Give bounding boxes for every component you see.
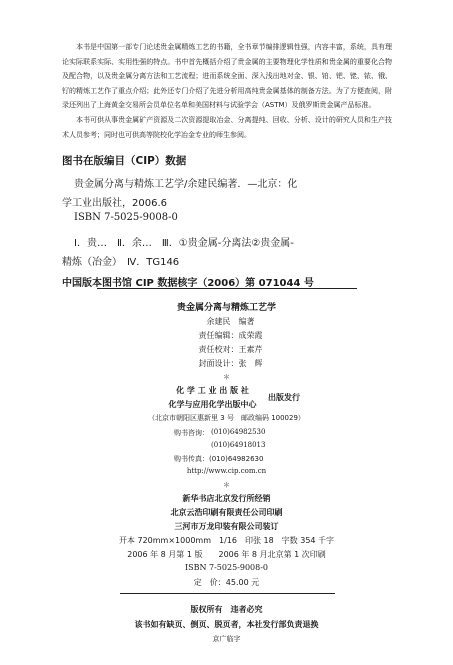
purchase-phone-1: (010)64982530 — [211, 428, 266, 436]
cip-isbn: ISBN 7-5025-9008-0 — [74, 212, 178, 223]
cip-line-5: 精炼（冶金） Ⅳ．TG146 — [62, 257, 180, 268]
purchase-phone-2: (010)64918013 — [211, 441, 266, 449]
book-format: 开本 720mm×1000mm 1/16 印张 18 字数 354 千字 — [118, 536, 335, 545]
publish-and-issue: 出版发行 — [268, 393, 300, 402]
description-paragraph-1: 本书是中国第一部专门论述贵金属精炼工艺的书籍，全书章节编排逻辑性强，内容丰富，系统，具有理论实际联系实际、实用性强的特点。书中首先概括介绍了贵金属的主要物理化学性质和贵金属的重要化合物及配合物，以及贵金属分离方法和工艺流程；进而系统全面、深入浅出地对金、银、铂、钯、铑、铱、锇、钌的精炼工艺作了重点介绍；此外还专门介绍了先进分析用高纯贵金属基体的制备方法。为了方便查阅，附录还列出了上海黄金交易所会员单位名单和美国材料与试验学会（ASTM）及俄罗斯贵金属产品标准。 — [62, 43, 392, 110]
purchase-fax: 购书传真：(010)64982630 — [174, 455, 264, 463]
purchase-inquiry-label: 购书咨询： — [174, 429, 209, 437]
price: 定 价：45.00 元 — [193, 578, 260, 587]
publisher-name: 化 学 工 业 出 版 社 — [176, 386, 249, 395]
distributor: 新华书店北京发行所经销 — [182, 494, 271, 503]
separator-star-2: ＊ — [223, 481, 230, 489]
description-paragraph-2: 本书可供从事贵金属矿产资源及二次资源提取冶金、分离提纯、回收、分析、设计的研究人员和生产技术人员参考；同时也可供高等院校化学冶金专业的师生参阅。 — [62, 115, 392, 139]
advertising-permit: 京广临字 — [212, 635, 241, 643]
author: 余建民 编著 — [206, 317, 255, 326]
printer: 北京云浩印刷有限责任公司印刷 — [170, 508, 283, 517]
cip-line-1: 贵金属分离与精炼工艺学/余建民编著．—北京：化 — [74, 179, 298, 190]
responsible-proofreader: 责任校对：王素芹 — [198, 345, 263, 354]
cip-line-4: Ⅰ．贵… Ⅱ．余… Ⅲ．①贵金属-分离法②贵金属- — [74, 238, 294, 249]
publisher-center: 化学与应用化学出版中心 — [168, 400, 257, 409]
cover-designer: 封面设计：张 辉 — [198, 359, 263, 368]
publisher-address: （北京市朝阳区惠新里 3 号 邮政编码 100029） — [148, 414, 305, 422]
separator-star-1: ＊ — [223, 373, 230, 381]
responsible-editor: 责任编辑：成荣霞 — [198, 331, 263, 340]
rights-reserved: 版权所有 违者必究 — [190, 605, 263, 614]
binder: 三河市万龙印装有限公司装订 — [174, 522, 279, 531]
edition-info: 2006 年 8 月第 1 版 2006 年 8 月北京第 1 次印刷 — [127, 550, 326, 559]
return-notice: 该书如有缺页、倒页、脱页者，本社发行部负责退换 — [134, 620, 319, 629]
book-title: 贵金属分离与精炼工艺学 — [176, 303, 276, 313]
publisher-website[interactable]: http://www.cip.com.cn — [186, 467, 267, 475]
cip-heading: 图书在版编目（CIP）数据 — [62, 155, 187, 167]
imprint-isbn: ISBN 7-5025-9008-0 — [184, 563, 269, 572]
cip-line-2: 学工业出版社，2006.6 — [62, 198, 167, 209]
cip-library-record: 中国版本图书馆 CIP 数据核字（2006）第 071044 号 — [62, 278, 314, 289]
